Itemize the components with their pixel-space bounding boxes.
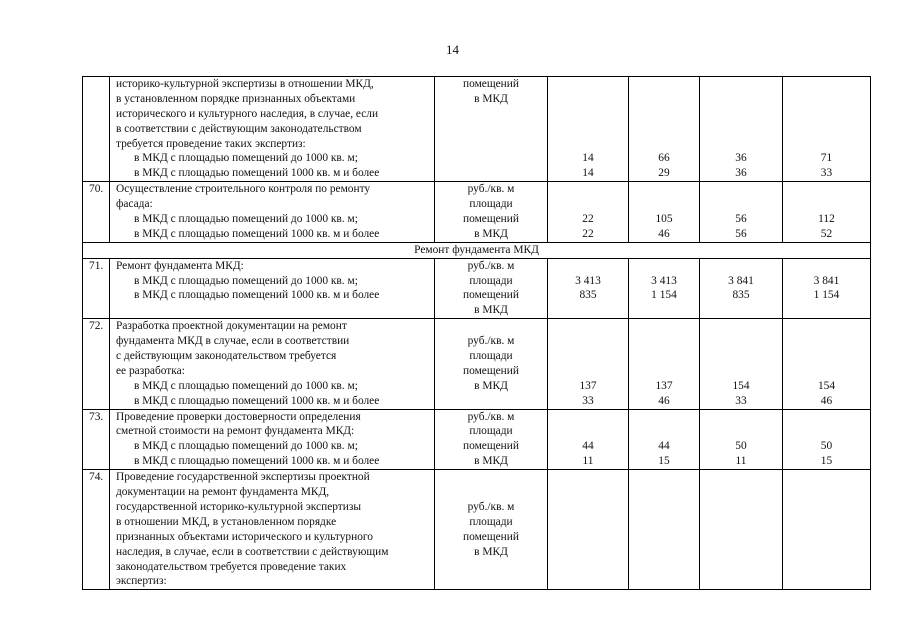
unit-line: в МКД [474, 545, 508, 558]
desc-line: в соответствии с действующим законодательством [116, 122, 362, 135]
desc-line: документации на ремонт фундамента МКД, [116, 486, 330, 499]
value-cell [548, 182, 629, 243]
value-cell [548, 409, 629, 470]
unit-line: руб./кв. м [467, 259, 515, 272]
unit-line: площади [469, 274, 513, 287]
value: 1 154 [651, 289, 677, 302]
value: 56 [735, 213, 747, 226]
desc-subline: в МКД с площадью помещений 1000 кв. м и более [134, 167, 380, 180]
value: 33 [735, 394, 747, 407]
row-number: 73. [83, 409, 110, 470]
value: 105 [655, 213, 673, 226]
row-description [110, 182, 435, 243]
value-cell [700, 409, 783, 470]
value-cell [783, 77, 871, 182]
row-number: 72. [83, 319, 110, 409]
value-cell [629, 258, 700, 319]
desc-line: государственной историко-культурной экспертизы [116, 500, 362, 513]
desc-line: Проведение государственной экспертизы проектной [116, 471, 370, 484]
row-number: 71. [83, 258, 110, 319]
desc-line: экспертиз: [116, 575, 167, 588]
unit-line: в МКД [474, 92, 508, 105]
unit-line: в МКД [474, 304, 508, 317]
value: 66 [658, 152, 670, 165]
value: 3 841 [813, 274, 840, 287]
unit-line: помещений [463, 78, 519, 90]
value: 46 [658, 227, 670, 240]
value: 44 [582, 440, 594, 453]
unit-line: помещений [463, 364, 519, 377]
value-cell [700, 319, 783, 409]
value-cell [548, 77, 629, 182]
table-row [83, 319, 871, 409]
desc-subline: в МКД с площадью помещений до 1000 кв. м; [134, 379, 358, 392]
desc-line: наследия, в случае, если в соответствии с действующим [116, 545, 389, 558]
value: 46 [658, 394, 670, 407]
value: 22 [582, 227, 594, 240]
row-unit [435, 319, 548, 409]
value: 56 [735, 227, 747, 240]
unit-line: в МКД [474, 379, 508, 392]
value: 50 [820, 440, 833, 453]
value: 137 [579, 379, 597, 392]
row-unit [435, 77, 548, 182]
value-cell [700, 470, 783, 590]
table-row [83, 470, 871, 590]
desc-subline: в МКД с площадью помещений 1000 кв. м и более [134, 455, 380, 468]
value: 112 [818, 213, 835, 226]
value: 52 [820, 227, 833, 240]
desc-line: в отношении МКД, в установленном порядке [116, 515, 337, 528]
value: 835 [579, 289, 597, 302]
value-cell [783, 258, 871, 319]
value-cell [783, 182, 871, 243]
value: 137 [655, 379, 673, 392]
value: 22 [582, 213, 594, 226]
value: 3 413 [575, 274, 601, 287]
value: 15 [820, 455, 833, 468]
value: 3 413 [651, 274, 677, 287]
unit-line: руб./кв. м [467, 183, 515, 196]
value: 50 [735, 440, 747, 453]
section-title-text: Ремонт фундамента МКД [414, 243, 539, 256]
desc-line: ее разработка: [116, 364, 185, 377]
unit-line: руб./кв. м [467, 410, 515, 423]
page-number: 14 [446, 42, 459, 57]
value: 3 841 [728, 274, 754, 287]
value-cell [783, 470, 871, 590]
value-cell [629, 319, 700, 409]
unit-line: площади [469, 198, 513, 211]
value: 1 154 [813, 289, 840, 302]
tariff-table [82, 76, 871, 590]
value-cell [548, 258, 629, 319]
value-cell [783, 319, 871, 409]
value: 44 [658, 440, 670, 453]
desc-line: историко-культурной экспертизы в отношении МКД, [116, 78, 374, 90]
desc-subline: в МКД с площадью помещений до 1000 кв. м; [134, 440, 358, 453]
value: 29 [658, 167, 670, 180]
value: 11 [582, 455, 594, 468]
value: 36 [735, 167, 747, 180]
unit-line: помещений [463, 289, 519, 302]
desc-line: законодательством требуется проведение таких [116, 560, 347, 573]
value-cell [629, 470, 700, 590]
desc-line: с действующим законодательством требуется [116, 350, 337, 363]
table-row [83, 258, 871, 319]
value-cell [548, 319, 629, 409]
desc-line: фасада: [116, 198, 153, 211]
row-number: 70. [83, 182, 110, 243]
desc-line: требуется проведение таких экспертиз: [116, 137, 306, 150]
value: 33 [582, 394, 594, 407]
value-cell [629, 182, 700, 243]
unit-line: в МКД [474, 455, 508, 468]
desc-subline: в МКД с площадью помещений 1000 кв. м и более [134, 289, 380, 302]
section-row [83, 242, 871, 258]
unit-line: руб./кв. м [467, 335, 515, 348]
value-cell [700, 258, 783, 319]
row-number [83, 77, 110, 182]
value: 154 [817, 379, 836, 392]
value: 33 [820, 167, 833, 180]
row-unit [435, 182, 548, 243]
desc-line: сметной стоимости на ремонт фундамента МКД: [116, 425, 355, 438]
row-description [110, 319, 435, 409]
desc-line: признанных объектами исторического и культурного [116, 530, 374, 543]
value-cell [700, 77, 783, 182]
unit-line: помещений [463, 213, 519, 226]
value-cell [700, 182, 783, 243]
section-title [83, 242, 871, 258]
unit-line: площади [469, 425, 513, 438]
row-unit [435, 470, 548, 590]
unit-line: площади [469, 515, 513, 528]
desc-line: Проведение проверки достоверности определения [116, 410, 361, 423]
value: 15 [658, 455, 670, 468]
value-cell [629, 77, 700, 182]
unit-line: руб./кв. м [467, 500, 515, 513]
value: 46 [820, 394, 833, 407]
row-number: 74. [83, 470, 110, 590]
desc-subline: в МКД с площадью помещений до 1000 кв. м; [134, 213, 358, 226]
value: 14 [582, 152, 594, 165]
value: 11 [735, 455, 747, 468]
unit-line: помещений [463, 440, 519, 453]
desc-subline: в МКД с площадью помещений 1000 кв. м и более [134, 227, 380, 240]
unit-line: площади [469, 350, 513, 363]
value: 835 [732, 289, 750, 302]
desc-subline: в МКД с площадью помещений 1000 кв. м и более [134, 394, 380, 407]
desc-line: Ремонт фундамента МКД: [116, 259, 244, 272]
desc-line: Осуществление строительного контроля по ремонту [116, 183, 371, 196]
table-row [83, 409, 871, 470]
value-cell [783, 409, 871, 470]
row-unit [435, 258, 548, 319]
row-description [110, 77, 435, 182]
value: 36 [735, 152, 747, 165]
row-unit [435, 409, 548, 470]
desc-line: фундамента МКД в случае, если в соответствии [116, 335, 350, 348]
unit-line: помещений [463, 530, 519, 543]
unit-line: в МКД [474, 227, 508, 240]
desc-subline: в МКД с площадью помещений до 1000 кв. м; [134, 152, 358, 165]
row-description [110, 409, 435, 470]
row-description [110, 258, 435, 319]
desc-subline: в МКД с площадью помещений до 1000 кв. м; [134, 274, 358, 287]
row-description [110, 470, 435, 590]
table-row [83, 77, 871, 182]
desc-line: в установленном порядке признанных объектами [116, 92, 356, 105]
value-cell [548, 470, 629, 590]
value-cell [629, 409, 700, 470]
value: 71 [820, 152, 833, 165]
desc-line: Разработка проектной документации на ремонт [116, 320, 347, 333]
desc-line: исторического и культурного наследия, в случае, если [116, 107, 379, 120]
value: 14 [582, 167, 594, 180]
table-row [83, 182, 871, 243]
value: 154 [732, 379, 750, 392]
